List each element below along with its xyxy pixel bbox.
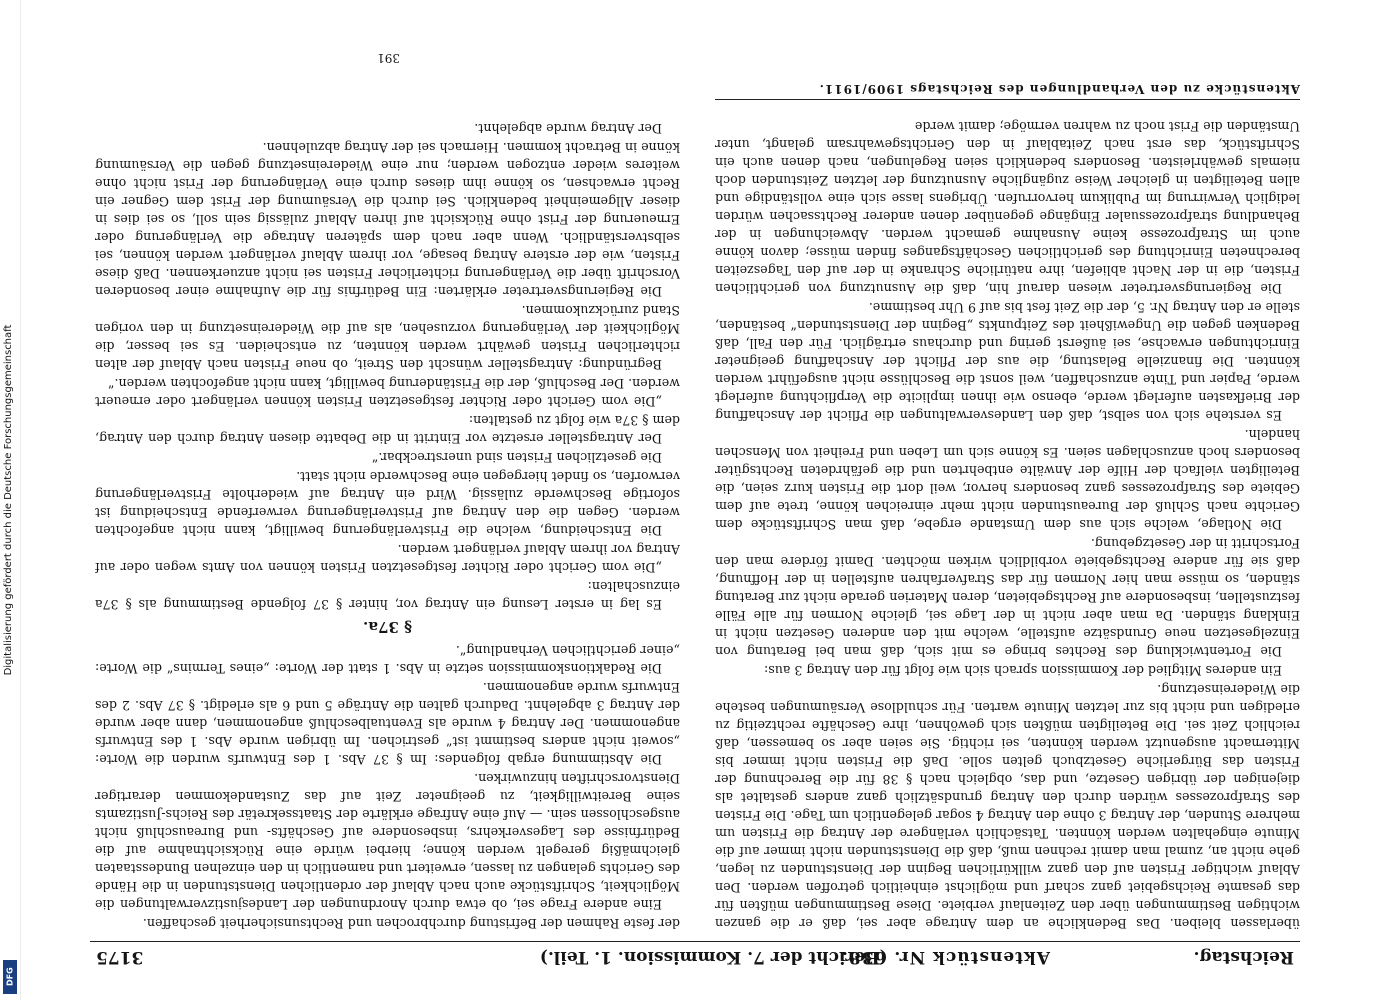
scanned-page-area bbox=[60, 0, 1380, 1000]
paragraph: Die Regierungsvertreter wiesen darauf hin, daß die Ausnutzung von gerichtlichen Fristen, die in der Nacht abliefen, ihre natürliche Schranke in der auf den Tageszeiten berechneten Einrichtung des gerichtlichen Geschäftsganges finden müsse; davon könne auch im Strafprozesse keine Ausnahme gemacht werden. Abweichungen in der Behandlung strafprozessualer Eingänge gegenüber denen anderer Rechtssachen würden lediglich Verwirrung im Publikum hervorrufen. Übrigens lasse sich eine vollständige und allen Beteiligten in gleicher Weise zugängliche Ausnutzung der letzten Zeitstunden doch niemals gewährleisten. Besonders bedenklich seien Regelungen, nach denen auch ein Schriftstück, das erst nach Zeitablauf in den Gerichtsgewahrsam gelangt, unter Umständen die Frist noch zu wahren vermöge; damit werde bbox=[715, 119, 1300, 296]
header-report-label: (Bericht der 7. Kommission. 1. Teil.) bbox=[539, 947, 888, 967]
footer-page-number: 391 bbox=[377, 51, 400, 65]
digitization-notice: Digitalisierung gefördert durch die Deutsche Forschungsgemeinschaft bbox=[3, 324, 14, 676]
paragraph: Die Fortentwicklung des Rechtes bringe es mit sich, daß man bei Beratung von Einzelgesetzen neue Grundsätze aufstelle, welche mit den anderen Gesetzen nicht in Einklang ständen. Da man aber nicht in der Lage sei, gleiche Normen für alle Fälle festzustellen, insbesondere auf Rechtsgebieten, deren Materien gerade nicht zur Beratung ständen, so müsse man hier Normen für das Strafverfahren aufstellen in der Hoffnung, daß sie für andere Rechtsgebiete vorbildlich wirken möchten. Damit fördere man den Fortschritt in der Gesetzgebung. bbox=[715, 536, 1300, 659]
right-text-column bbox=[95, 72, 680, 932]
paragraph: Der Antrag wurde abgelehnt. bbox=[474, 120, 662, 136]
section-heading-37a: § 37a. bbox=[363, 618, 412, 636]
left-text-column bbox=[715, 72, 1300, 932]
footer-aktenstuecke: Aktenstücke zu den Verhandlungen des Reichstags 1909/1911. bbox=[715, 82, 1300, 100]
quoted-paragraph: „Die vom Gericht oder Richter festgesetzten Fristen können von Amts wegen oder auf Antrag vor ihrem Ablauf verlängert werden. bbox=[95, 541, 680, 575]
quoted-paragraph: Die gesetzlichen Fristen sind unerstreckbar.“ bbox=[371, 449, 662, 465]
quoted-paragraph: Die Entscheidung, welche die Fristverlängerung bewilligt, kann nicht angefochten werden. Gegen die den Antrag auf Fristverlängerung verwerfende Entscheidung ist sofortige Beschwerde zulässig. Wird ein Antrag auf wiederholte Fristverlängerung verworfen, so findet hiergegen eine Beschwerde nicht statt. bbox=[95, 468, 680, 538]
digitization-strip bbox=[0, 0, 21, 1000]
paragraph: Begründung: Antragsteller wünscht den Streit, ob neue Fristen nach Ablauf der alten richterlichen Fristen gewährt werden könnten, zu entscheiden. Es sei besser, die Möglichkeit der Verlängerung vorzusehen, als auf die Wiedereinsetzung in den vorigen Stand zurückzukommen. bbox=[95, 302, 680, 372]
paragraph: Die Notlage, welche sich aus dem Umstande ergebe, daß man Schriftstücke dem Gerichte nach Schluß der Bureaustunden nicht mehr einreichen könne, trete auf dem Gebiete des Strafprozesses ganz besonders hervor, weil dort die Fristen kurz seien, die Beteiligten vielfach der Hilfe der Anwälte entbehrten und die gefährdeten Rechtsgüter besonders hoch anzuschlagen seien. Es könne sich um Leben und Freiheit von Menschen handeln. bbox=[715, 427, 1300, 532]
paragraph: überlassen bleiben. Das Bedenkliche an dem Antrage aber sei, daß er die ganzen wichtigen Bestimmungen über den Zeitenlauf verbiete. Diese Bestimmungen müßten für das gesamte Reichsgebiet ganz scharf und möglichst einheitlich getroffen werden. Den Ablauf wichtiger Fristen auf den ganz willkürlichen Beginn der Dienststunden zu legen, gehe nicht an, zumal man damit rechnen muß, daß die Dienststunden nicht immer auf die Minute eingehalten werden könnten. Tatsächlich verlängere der Antrag die Fristen um mehrere Stunden, der Antrag 3 ohne den Antrag 4 sogar gelegentlich um Tage. Die Fristen des Strafprozesses würden durch den Antrag grundsätzlich ganz anders gestaltet als diejenigen der übrigen Gesetze, und das, obgleich nach § 38 für die Berechnung der Fristen das Bürgerliche Gesetzbuch gelten solle. Daß die Fristen nicht immer bis Mitternacht ausgenutzt werden könnten, sei richtig. Sie seien aber so bemessen, daß reichlich Zeit sei. Die Beteiligten müßten sich gewöhnen, ihre Geschäfte rechtzeitig zu erledigen und nicht bis zur letzten Minute warten. Für schuldlose Versäumungen bestehe die Wiedereinsetzung. bbox=[715, 682, 1300, 931]
paragraph: Eine andere Frage sei, ob etwa durch Anordnungen der Landesjustizverwaltungen die Möglichkeit, Schriftstücke auch nach Ablauf der ordentlichen Dienststunden in die Hände des Gerichts gelangen zu lassen, erweitert und namentlich in den einzelnen Bundesstaaten gleichmäßig geregelt werden könne; hierbei würde eine Rücksichtnahme auf die Bedürfnisse des Lagesverkehrs, insbesondere auf Geschäfts- und Bureauschluß nicht ausgeschlossen sein. — Auf eine Anfrage erklärte der Staatssekretär des Reichs-Justizamts seine Bereitwilligkeit, zu geeigneter Zeit auf das Zustandekommen derartiger Dienstvorschriften hinzuwirken. bbox=[95, 771, 680, 912]
header-aktenstueck: Aktenstück Nr. 638. bbox=[840, 947, 1050, 967]
paragraph: Ein anderes Mitglied der Kommission sprach sich wie folgt für den Antrag 3 aus: bbox=[764, 663, 1282, 678]
header-reichstag: Reichstag. bbox=[1193, 947, 1294, 967]
document-page bbox=[90, 30, 1300, 970]
header-page-number bbox=[96, 947, 888, 967]
quoted-paragraph: „Die vom Gericht oder Richter festgesetzten Fristen können verlängert oder erneuert werden. Der Beschluß, der die Friständerung bewilligt, kann nicht angefochten werden.“ bbox=[95, 375, 680, 409]
paragraph: Die Regierungsvertreter erklärten: Ein Bedürfnis für die Aufnahme einer besonderen Vorschrift über die Verlängerung richterlicher Fristen sei nicht anzuerkennen. Daß diese Fristen, wie der erstere Antrag besage, vor ihrem Ablauf verlängert werden können, sei selbstverständlich. Wenn aber nach dem späteren Antrage die Verlängerung oder Erneuerung der Frist ohne Rücksicht auf ihren Ablauf zulässig sein soll, so sei dies in dieser Allgemeinheit bedenklich. Sei durch die Versäumung der Frist dem Gegner ein Recht erwachsen, so könne ihm dieses durch eine Verlängerung der Frist nicht ohne weiteres wieder entzogen werden; nur eine Wiedereinsetzung gegen die Versäumung könne in Betracht kommen. Hiernach sei der Antrag abzulehnen. bbox=[95, 139, 680, 299]
paragraph: Die Redaktionskommission setzte in Abs. 1 statt der Worte: „eines Termins“ die Worte: „einer gerichtlichen Verhandlung“. bbox=[95, 643, 680, 676]
paragraph: Die Abstimmung ergab folgendes: Im § 37 Abs. 1 des Entwurfs wurden die Worte: „soweit nicht anders bestimmt ist“ gestrichen. Im übrigen wurde Abs. 1 des Entwurfs angenommen. Der Antrag 4 wurde als Eventualbeschluß angenommen, dann aber wurde der Antrag 3 abgelehnt. Dadurch galten die Anträge 5 und 6 als erledigt. § 37 Abs. 2 des Entwurfs wurde angenommen. bbox=[95, 680, 680, 767]
dfg-logo: DFG bbox=[3, 960, 17, 994]
paragraph: Der Antragsteller ersetzte vor Eintritt in die Debatte diesen Antrag durch den Antrag, dem § 37a wie folgt zu gestalten: bbox=[95, 412, 680, 446]
paragraph: Es verstehe sich von selbst, daß den Landesverwaltungen die Pflicht der Anschaffung der Briefkasten auferlegt werde, ebenso wie ihnen implicite die Verpflichtung auferlegt werde, Papier und Tinte anzuschaffen, weil sonst die Beschlüsse nicht ausgeführt werden könnten. Die finanzielle Belastung, die aus der Pflicht der Anschaffung geeigneter Einrichtungen erwachse, sei äußerst gering und durchaus erträglich. Für den Fall, daß Bedenken gegen die Ungewißheit des Zeitpunkts „Beginn der Dienststunden“ beständen, stelle er den Antrag Nr. 5, der die Zeit fest bis auf 9 Uhr bestimme. bbox=[715, 300, 1300, 423]
paragraph: Es lag in erster Lesung ein Antrag vor, hinter § 37 folgende Bestimmung als § 37a einzuschalten: bbox=[95, 578, 680, 612]
page-header bbox=[90, 941, 1300, 970]
header-page-3175: 3175 bbox=[96, 947, 144, 967]
paragraph: der feste Rahmen der Befristung durchbrochen und Rechtsunsicherheit geschaffen. bbox=[142, 916, 680, 931]
